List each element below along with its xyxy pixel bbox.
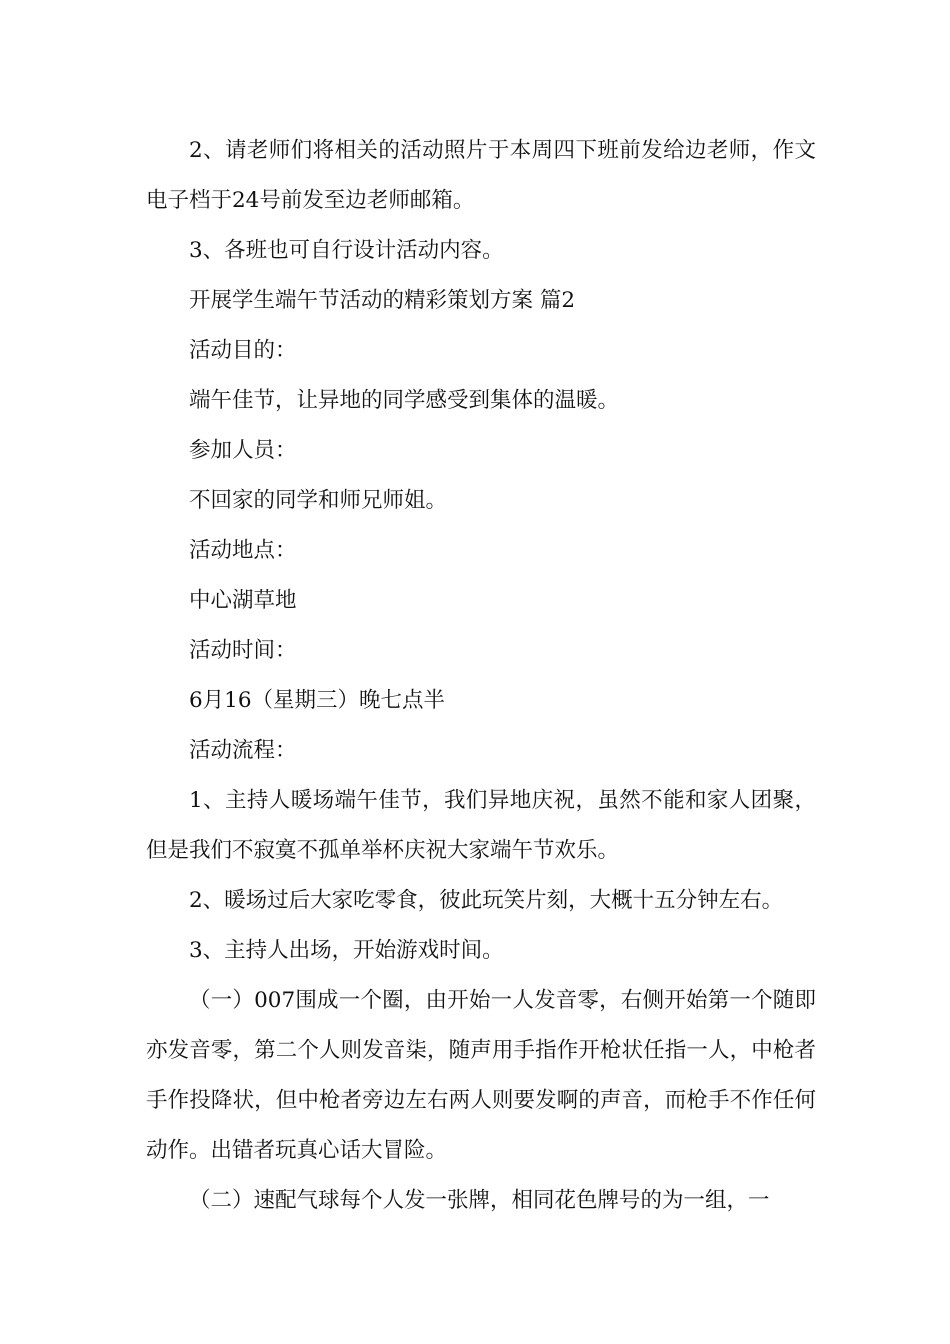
paragraph-photo-submission: 2、请老师们将相关的活动照片于本周四下班前发给边老师，作文电子档于24号前发至边老师邮箱。 bbox=[146, 138, 816, 213]
paragraph-game-007: （一）007围成一个圈，由开始一人发音零，右侧开始第一个随即亦发音零，第二个人则发音柒，随声用手指作开枪状任指一人，中枪者手作投降状，但中枪者旁边左右两人则要发啊的声音，而枪手不作任何动作。出错者玩真心话大冒险。 bbox=[146, 988, 816, 1163]
paragraph-participants: 不回家的同学和师兄师姐。 bbox=[189, 488, 448, 513]
paragraph-process-step-2: 2、暖场过后大家吃零食，彼此玩笑片刻，大概十五分钟左右。 bbox=[189, 888, 784, 913]
heading-participants: 参加人员： bbox=[189, 438, 297, 463]
paragraph-process-step-3: 3、主持人出场，开始游戏时间。 bbox=[189, 938, 504, 963]
heading-time: 活动时间： bbox=[189, 638, 297, 663]
document-body bbox=[146, 126, 816, 1226]
heading-process: 活动流程： bbox=[189, 738, 297, 763]
paragraph-game-balloon: （二）速配气球每个人发一张牌，相同花色牌号的为一组，一 bbox=[189, 1188, 770, 1213]
paragraph-class-design: 3、各班也可自行设计活动内容。 bbox=[189, 238, 504, 263]
paragraph-activity-purpose: 端午佳节，让异地的同学感受到集体的温暖。 bbox=[189, 388, 620, 413]
heading-location: 活动地点： bbox=[189, 538, 297, 563]
paragraph-time: 6月16（星期三）晚七点半 bbox=[189, 688, 446, 713]
section-title: 开展学生端午节活动的精彩策划方案 篇2 bbox=[189, 288, 576, 313]
paragraph-process-step-1: 1、主持人暖场端午佳节，我们异地庆祝，虽然不能和家人团聚，但是我们不寂寞不孤单举杯庆祝大家端午节欢乐。 bbox=[146, 788, 816, 863]
paragraph-location: 中心湖草地 bbox=[189, 588, 297, 613]
heading-activity-purpose: 活动目的： bbox=[189, 338, 297, 363]
